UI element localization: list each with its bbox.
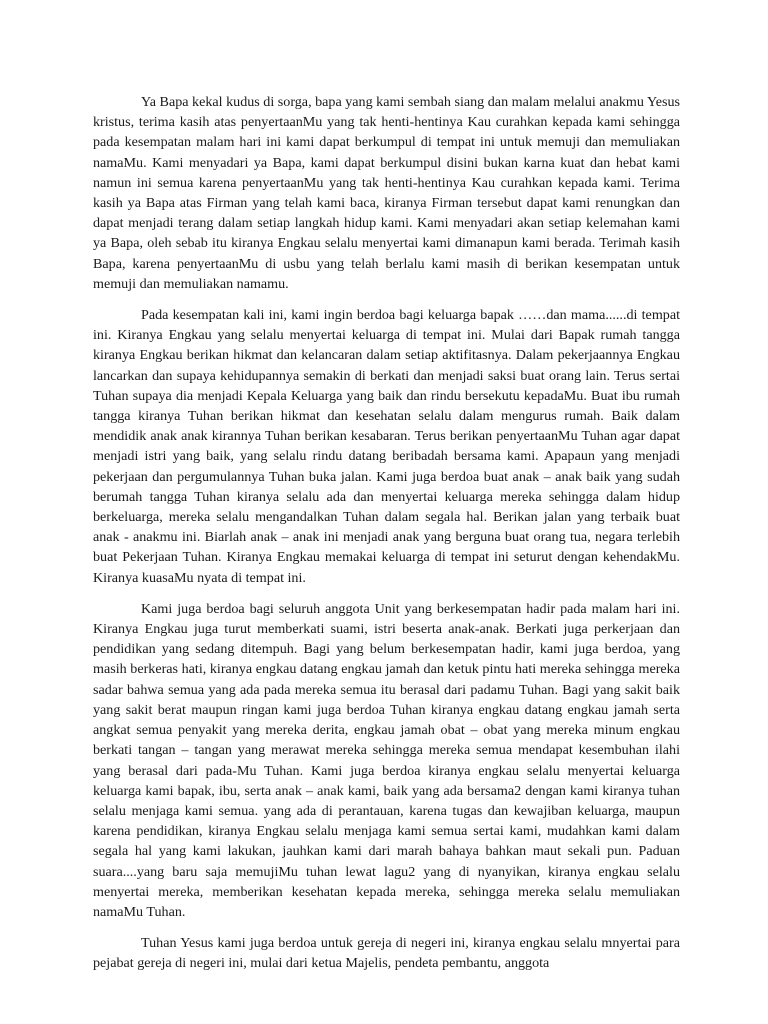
paragraph: Pada kesempatan kali ini, kami ingin berdoa bagi keluarga bapak ……dan mama......di tempat ini. Kiranya Engkau yang selalu menyertai keluarga di tempat ini. Mulai dari Bapak rumah tangga kiranya Engkau berikan hikmat dan kelancaran dalam setiap aktifitasnya. Dalam pekerjaannya Engkau lancarkan dan supaya kehidupannya semakin di berkati dan menjadi saksi buat orang lain. Terus sertai Tuhan supaya dia menjadi Kepala Keluarga yang baik dan rindu bersekutu kepadaMu. Buat ibu rumah tangga kiranya Tuhan berikan hikmat dan kesehatan selalu dalam mengurus rumah. Baik dalam mendidik anak anak kirannya Tuhan berikan kesabaran. Terus berikan penyertaanMu Tuhan agar dapat menjadi istri yang baik, yang selalu rindu datang beribadah bersama kami. Apapaun yang menjadi pekerjaan dan pergumulannya Tuhan buka jalan. Kami juga berdoa buat anak – anak baik yang sudah berumah tangga Tuhan kiranya selalu ada dan menyertai keluarga mereka sehingga dalam hidup berkeluarga, mereka selalu mengandalkan Tuhan dalam segala hal. Berikan jalan yang terbaik buat anak - anakmu ini. Biarlah anak – anak ini menjadi anak yang berguna buat orang tua, negara terlebih buat Pekerjaan Tuhan. Kiranya Engkau memakai keluarga di tempat ini seturut dengan kehendakMu. Kiranya kuasaMu nyata di tempat ini. [93, 307, 680, 586]
paragraph: Tuhan Yesus kami juga berdoa untuk gereja di negeri ini, kiranya engkau selalu mnyertai para pejabat gereja di negeri ini, mulai dari ketua Majelis, pendeta pembantu, anggota [93, 935, 680, 972]
paragraph: Ya Bapa kekal kudus di sorga, bapa yang kami sembah siang dan malam melalui anakmu Yesus kristus, terima kasih atas penyertaanMu yang tak henti-hentinya Kau curahkan kepada kami sehingga pada kesempatan malam hari ini kami dapat berkumpul di tempat ini untuk memuji dan memuliakan namaMu. Kami menyadari ya Bapa, kami dapat berkumpul disini bukan karna kuat dan hebat kami namun ini semua karena penyertaanMu yang tak henti-hentinya Kau curahkan kepada kami. Terima kasih ya Bapa atas Firman yang telah kami baca, kiranya Firman tersebut dapat kami renungkan dan dapat menjadi terang dalam setiap langkah hidup kami. Kami menyadari akan setiap kelemahan kami ya Bapa, oleh sebab itu kiranya Engkau selalu menyertai kami dimanapun kami berada. Terimah kasih Bapa, karena penyertaanMu di usbu yang telah berlalu kami masih di berikan kesempatan untuk memuji dan memuliakan namamu. [93, 94, 680, 292]
paragraph: Kami juga berdoa bagi seluruh anggota Unit yang berkesempatan hadir pada malam hari ini. Kiranya Engkau juga turut memberkati suami, istri beserta anak-anak. Berkati juga perkerjaan dan pendidikan yang sedang ditempuh. Bagi yang belum berkesempatan hadir, kami juga berdoa, yang masih berkeras hati, kiranya engkau datang engkau jamah dan ketuk pintu hati mereka sehingga mereka sadar bahwa semua yang ada pada mereka semua itu berasal dari padamu Tuhan. Bagi yang sakit baik yang sakit berat maupun ringan kami juga berdoa Tuhan kiranya engkau datang engkau jamah serta angkat semua penyakit yang mereka derita, engkau jamah obat – obat yang mereka minum engkau berkati tangan – tangan yang merawat mereka sehingga mereka semua mendapat kesembuhan ilahi yang berasal dari pada-Mu Tuhan. Kami juga berdoa kiranya engkau selalu menyertai keluarga keluarga kami bapak, ibu, serta anak – anak kami, baik yang ada bersama2 dengan kami kiranya tuhan selalu menjaga kami semua. yang ada di perantauan, karena tugas dan kewajiban keluarga, maupun karena pendidikan, kiranya Engkau selalu menjaga kami semua sertai kami, mudahkan kami dalam segala hal yang kami lakukan, jauhkan kami dari marah bahaya bahkan maut sekali pun. Paduan suara....yang baru saja memujiMu tuhan lewat lagu2 yang di nyanyikan, kiranya engkau selalu menyertai mereka, memberikan kesehatan kepada mereka, sehingga mereka selalu memuliakan namaMu Tuhan. [93, 600, 680, 920]
